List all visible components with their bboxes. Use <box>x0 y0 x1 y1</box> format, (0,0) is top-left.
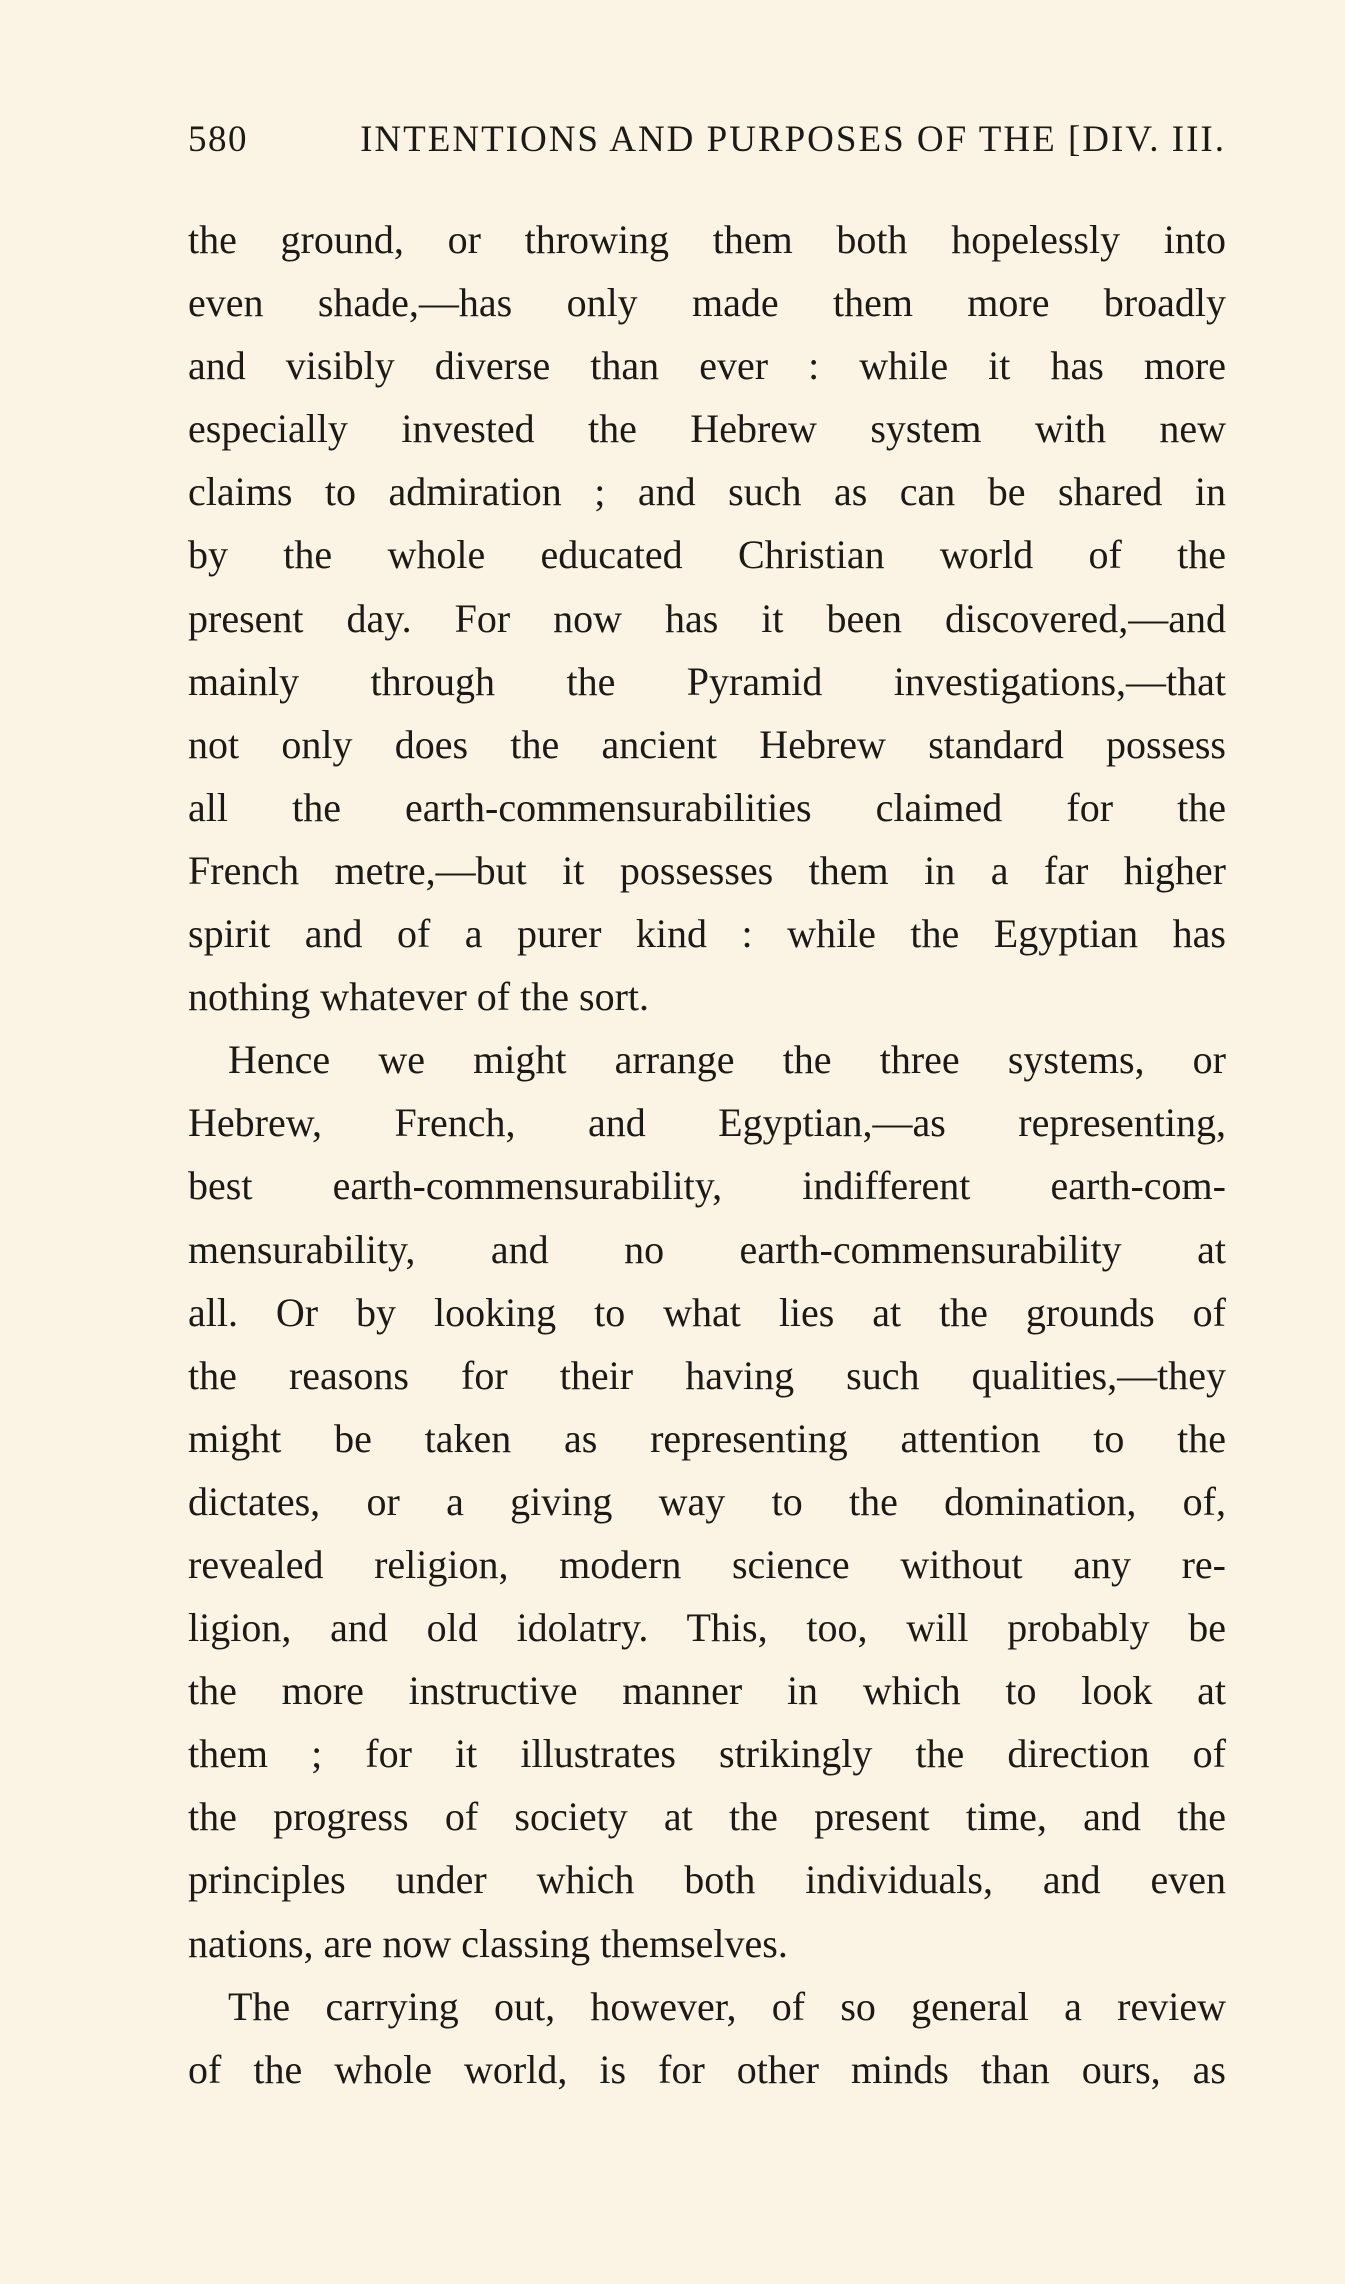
text-line: French metre,—but it possesses them in a far higher <box>188 847 1226 893</box>
text-line: the reasons for their having such qualities,—they <box>188 1352 1226 1398</box>
text-line: of the whole world, is for other minds than ours, as <box>188 2046 1226 2092</box>
running-title: INTENTIONS AND PURPOSES OF THE [DIV. III. <box>360 119 1226 160</box>
text-line: principles under which both individuals, and even <box>188 1857 1226 1903</box>
text-line: might be taken as representing attention to the <box>188 1415 1226 1461</box>
text-line: not only does the ancient Hebrew standard possess <box>188 721 1226 767</box>
text-line: claims to admiration ; and such as can be shared in <box>188 469 1226 515</box>
text-line: nothing whatever of the sort. <box>188 974 649 1020</box>
text-line: ligion, and old idolatry. This, too, will probably be <box>188 1605 1226 1651</box>
text-line: the progress of society at the present time, and the <box>188 1794 1226 1840</box>
text-line: all. Or by looking to what lies at the grounds of <box>188 1289 1226 1335</box>
text-line: mainly through the Pyramid investigations,—that <box>188 658 1226 704</box>
text-line: Hence we might arrange the three systems, or <box>228 1037 1226 1083</box>
text-line: by the whole educated Christian world of the <box>188 532 1226 578</box>
text-line: the ground, or throwing them both hopelessly into <box>188 217 1226 262</box>
text-line: revealed religion, modern science without any re- <box>188 1541 1226 1587</box>
text-line: nations, are now classing themselves. <box>188 1920 788 1966</box>
text-line: them ; for it illustrates strikingly the direction of <box>188 1731 1226 1777</box>
text-line: the more instructive manner in which to look at <box>188 1668 1226 1714</box>
page-number: 580 <box>188 119 248 160</box>
text-line: dictates, or a giving way to the domination, of, <box>188 1478 1226 1524</box>
text-line: mensurability, and no earth-commensurability at <box>188 1226 1226 1272</box>
text-line: present day. For now has it been discovered,—and <box>188 595 1226 641</box>
text-line: best earth-commensurability, indifferent earth-com- <box>188 1163 1226 1209</box>
text-line: especially invested the Hebrew system with new <box>188 406 1226 452</box>
text-line: all the earth-commensurabilities claimed for the <box>188 784 1226 830</box>
text-line: spirit and of a purer kind : while the Egyptian has <box>188 911 1226 957</box>
text-line: even shade,—has only made them more broadly <box>188 280 1226 326</box>
text-line: The carrying out, however, of so general a review <box>228 1983 1226 2029</box>
text-line: and visibly diverse than ever : while it has more <box>188 343 1226 389</box>
running-head <box>188 118 1226 170</box>
body-text <box>188 208 1226 2101</box>
text-line: Hebrew, French, and Egyptian,—as representing, <box>188 1100 1226 1146</box>
